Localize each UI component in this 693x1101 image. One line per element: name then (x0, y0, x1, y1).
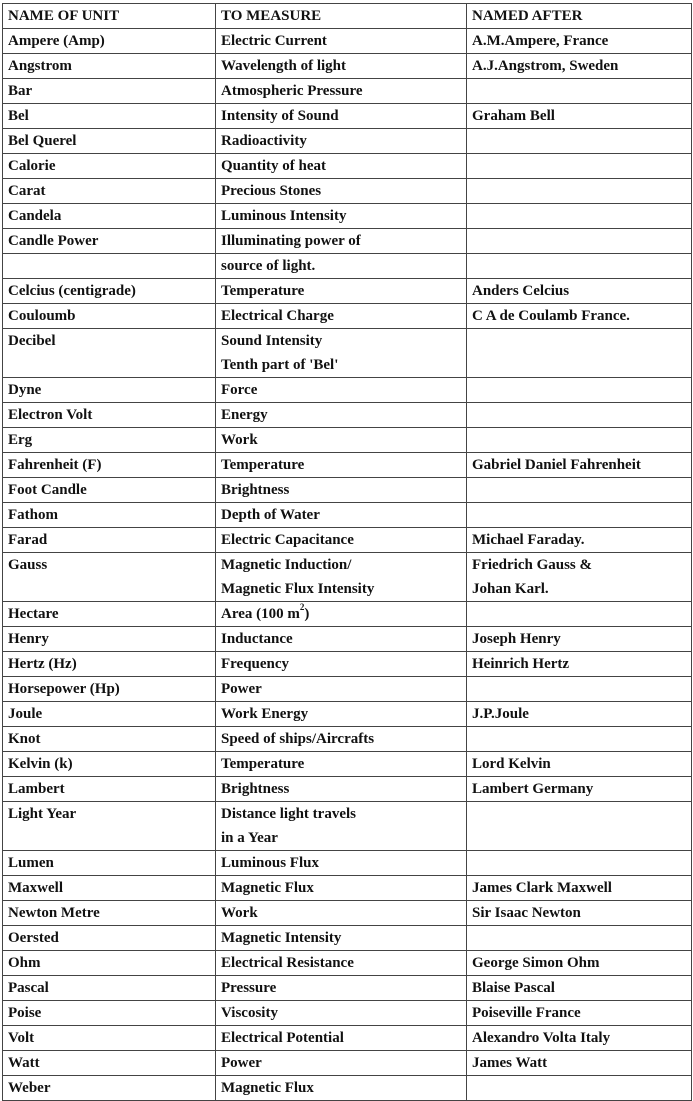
unit-name-cell: Angstrom (3, 54, 216, 79)
table-row (3, 403, 692, 428)
measure-cell (216, 627, 467, 652)
table-row (3, 478, 692, 503)
named-after-line: Blaise Pascal (472, 980, 555, 996)
measure-line (221, 602, 466, 626)
measure-line (221, 1026, 466, 1050)
measure-cell (216, 652, 467, 677)
measure-text: Power (221, 1055, 262, 1071)
unit-name-cell: Lambert (3, 777, 216, 802)
measure-line (221, 254, 466, 278)
named-after-cell (467, 329, 692, 378)
named-after-cell (467, 304, 692, 329)
measure-text: Distance light travels (221, 806, 356, 822)
named-after-line: Lambert Germany (472, 781, 594, 797)
named-after-line: Poiseville France (472, 1005, 581, 1021)
measure-cell (216, 553, 467, 602)
measure-line (221, 403, 466, 427)
measure-text: Brightness (221, 781, 290, 797)
table-row (3, 1026, 692, 1051)
measure-text: Electrical Potential (221, 1030, 344, 1046)
measure-cell (216, 378, 467, 403)
table-row (3, 1076, 692, 1101)
measure-text: Viscosity (221, 1005, 278, 1021)
named-after-cell (467, 54, 692, 79)
named-after-cell (467, 752, 692, 777)
table-row (3, 54, 692, 79)
named-after-line: Johan Karl. (472, 581, 549, 597)
measure-line (221, 104, 466, 128)
measure-text: Wavelength of light (221, 58, 347, 74)
measure-line (221, 378, 466, 402)
measure-text: Temperature (221, 283, 305, 299)
unit-name-cell: Volt (3, 1026, 216, 1051)
table-row (3, 179, 692, 204)
named-after-cell (467, 129, 692, 154)
named-after-cell (467, 104, 692, 129)
measure-text: Magnetic Flux (221, 1080, 314, 1096)
unit-name-cell: Fathom (3, 503, 216, 528)
measure-text: Electrical Charge (221, 308, 334, 324)
measure-text: Radioactivity (221, 133, 307, 149)
measure-line (221, 29, 466, 53)
named-after-cell (467, 229, 692, 254)
named-after-line: Anders Celcius (472, 283, 570, 299)
named-after-cell (467, 553, 692, 602)
units-table (2, 3, 692, 1101)
measure-cell (216, 478, 467, 503)
measure-text: Work Energy (221, 706, 309, 722)
named-after-line: Graham Bell (472, 108, 555, 124)
measure-cell (216, 528, 467, 553)
named-after-cell (467, 627, 692, 652)
table-row (3, 752, 692, 777)
named-after-cell (467, 79, 692, 104)
unit-name-cell: Carat (3, 179, 216, 204)
named-after-cell (467, 254, 692, 279)
table-row (3, 702, 692, 727)
superscript: 2 (299, 602, 305, 612)
measure-line (221, 453, 466, 477)
named-after-line: Michael Faraday. (472, 532, 585, 548)
measure-cell (216, 677, 467, 702)
table-row (3, 777, 692, 802)
table-row (3, 79, 692, 104)
table-row (3, 652, 692, 677)
measure-cell (216, 79, 467, 104)
unit-name-cell: Ohm (3, 951, 216, 976)
table-row (3, 727, 692, 752)
measure-suffix: ) (304, 606, 310, 622)
measure-text: Power (221, 681, 262, 697)
measure-text: source of light. (221, 258, 316, 274)
measure-line (221, 627, 466, 651)
measure-cell (216, 403, 467, 428)
measure-cell (216, 304, 467, 329)
measure-line (221, 901, 466, 925)
table-row (3, 129, 692, 154)
unit-name-cell: Lumen (3, 851, 216, 876)
table-row (3, 279, 692, 304)
measure-text: Luminous Intensity (221, 208, 347, 224)
unit-name-cell: Horsepower (Hp) (3, 677, 216, 702)
named-after-cell (467, 951, 692, 976)
unit-name-cell: Joule (3, 702, 216, 727)
measure-line (221, 154, 466, 178)
measure-text: Force (221, 382, 258, 398)
table-row (3, 254, 692, 279)
unit-name-cell: Light Year (3, 802, 216, 851)
measure-cell (216, 179, 467, 204)
table-row (3, 204, 692, 229)
measure-line (221, 329, 466, 353)
measure-line (221, 503, 466, 527)
unit-name-cell: Watt (3, 1051, 216, 1076)
measure-line (221, 553, 466, 577)
unit-name-cell: Erg (3, 428, 216, 453)
measure-cell (216, 254, 467, 279)
measure-line (221, 677, 466, 701)
named-after-cell (467, 154, 692, 179)
table-row (3, 553, 692, 602)
named-after-cell (467, 1076, 692, 1101)
measure-cell (216, 1001, 467, 1026)
named-after-cell (467, 1026, 692, 1051)
measure-line (221, 304, 466, 328)
table-row (3, 1001, 692, 1026)
named-after-line: C A de Coulamb France. (472, 308, 630, 324)
measure-line (221, 129, 466, 153)
named-after-line: J.P.Joule (472, 706, 529, 722)
measure-line (221, 727, 466, 751)
measure-text: Magnetic Induction/ (221, 557, 352, 573)
table-row (3, 528, 692, 553)
measure-cell (216, 154, 467, 179)
named-after-line: Lord Kelvin (472, 756, 551, 772)
unit-name-cell: Knot (3, 727, 216, 752)
unit-name-cell: Weber (3, 1076, 216, 1101)
measure-line (221, 279, 466, 303)
measure-line (221, 752, 466, 776)
unit-name-cell: Farad (3, 528, 216, 553)
named-after-cell (467, 652, 692, 677)
measure-line (221, 652, 466, 676)
unit-name-cell: Fahrenheit (F) (3, 453, 216, 478)
measure-text: Speed of ships/Aircrafts (221, 731, 375, 747)
header-named-after: NAMED AFTER (467, 4, 692, 29)
named-after-cell (467, 204, 692, 229)
table-row (3, 104, 692, 129)
table-row (3, 304, 692, 329)
unit-name-cell: Poise (3, 1001, 216, 1026)
named-after-line: James Watt (472, 1055, 548, 1071)
measure-line (221, 802, 466, 826)
header-row (3, 4, 692, 29)
table-row (3, 229, 692, 254)
measure-text: Work (221, 905, 258, 921)
unit-name-cell: Dyne (3, 378, 216, 403)
named-after-cell (467, 777, 692, 802)
named-after-cell (467, 702, 692, 727)
unit-name-cell: Couloumb (3, 304, 216, 329)
measure-cell (216, 129, 467, 154)
named-after-cell (467, 1001, 692, 1026)
measure-line (221, 179, 466, 203)
named-after-cell (467, 802, 692, 851)
measure-line (221, 926, 466, 950)
measure-text: Precious Stones (221, 183, 322, 199)
measure-line (221, 1076, 466, 1100)
measure-text: Sound Intensity (221, 333, 323, 349)
table-row (3, 976, 692, 1001)
named-after-cell (467, 29, 692, 54)
named-after-cell (467, 279, 692, 304)
measure-cell (216, 901, 467, 926)
table-row (3, 677, 692, 702)
measure-text: Tenth part of 'Bel' (221, 357, 339, 373)
named-after-line: James Clark Maxwell (472, 880, 612, 896)
measure-cell (216, 453, 467, 478)
measure-text: Electrical Resistance (221, 955, 354, 971)
measure-line (221, 353, 466, 377)
unit-name-cell: Henry (3, 627, 216, 652)
named-after-line: Heinrich Hertz (472, 656, 570, 672)
unit-name-cell: Foot Candle (3, 478, 216, 503)
measure-line (221, 229, 466, 253)
measure-cell (216, 777, 467, 802)
measure-cell (216, 951, 467, 976)
measure-cell (216, 851, 467, 876)
header-unit: NAME OF UNIT (3, 4, 216, 29)
measure-line (221, 577, 466, 601)
measure-text: Inductance (221, 631, 293, 647)
measure-text: Intensity of Sound (221, 108, 339, 124)
unit-name-cell: Bel (3, 104, 216, 129)
measure-text: Quantity of heat (221, 158, 326, 174)
measure-cell (216, 926, 467, 951)
measure-line (221, 702, 466, 726)
unit-name-cell: Pascal (3, 976, 216, 1001)
table-row (3, 851, 692, 876)
measure-text: Brightness (221, 482, 290, 498)
unit-name-cell: Bar (3, 79, 216, 104)
measure-line (221, 851, 466, 875)
measure-text: Magnetic Flux (221, 880, 314, 896)
named-after-line: Gabriel Daniel Fahrenheit (472, 457, 641, 473)
unit-name-cell: Gauss (3, 553, 216, 602)
table-row (3, 876, 692, 901)
table-row (3, 453, 692, 478)
named-after-cell (467, 403, 692, 428)
table-row (3, 627, 692, 652)
named-after-cell (467, 1051, 692, 1076)
measure-cell (216, 1026, 467, 1051)
table-row (3, 329, 692, 378)
measure-text: Magnetic Flux Intensity (221, 581, 375, 597)
named-after-line: Friedrich Gauss & (472, 557, 592, 573)
measure-text: Pressure (221, 980, 277, 996)
measure-cell (216, 1051, 467, 1076)
named-after-cell (467, 528, 692, 553)
measure-cell (216, 329, 467, 378)
measure-text: in a Year (221, 830, 278, 846)
measure-line (221, 826, 466, 850)
named-after-line: George Simon Ohm (472, 955, 600, 971)
named-after-cell (467, 602, 692, 627)
named-after-cell (467, 453, 692, 478)
measure-cell (216, 876, 467, 901)
measure-text: Electric Current (221, 33, 327, 49)
named-after-line: Alexandro Volta Italy (472, 1030, 611, 1046)
unit-name-cell: Candle Power (3, 229, 216, 254)
unit-name-cell: Celcius (centigrade) (3, 279, 216, 304)
table-row (3, 378, 692, 403)
named-after-cell (467, 876, 692, 901)
table-row (3, 503, 692, 528)
named-after-cell (467, 851, 692, 876)
measure-line (221, 951, 466, 975)
measure-cell (216, 976, 467, 1001)
named-after-cell (467, 976, 692, 1001)
measure-text: Energy (221, 407, 268, 423)
named-after-cell (467, 677, 692, 702)
header-measure: TO MEASURE (216, 4, 467, 29)
measure-cell (216, 1076, 467, 1101)
measure-text: Temperature (221, 457, 305, 473)
unit-name-cell: Ampere (Amp) (3, 29, 216, 54)
measure-line (221, 528, 466, 552)
unit-name-cell: Maxwell (3, 876, 216, 901)
unit-name-cell: Decibel (3, 329, 216, 378)
unit-name-cell (3, 254, 216, 279)
measure-text: Illuminating power of (221, 233, 361, 249)
unit-name-cell: Newton Metre (3, 901, 216, 926)
measure-text: Atmospheric Pressure (221, 83, 363, 99)
named-after-line: A.J.Angstrom, Sweden (472, 58, 619, 74)
table-row (3, 951, 692, 976)
table-row (3, 1051, 692, 1076)
measure-cell (216, 727, 467, 752)
named-after-cell (467, 503, 692, 528)
unit-name-cell: Electron Volt (3, 403, 216, 428)
measure-line (221, 777, 466, 801)
measure-cell (216, 279, 467, 304)
table-row (3, 602, 692, 627)
named-after-cell (467, 901, 692, 926)
named-after-line: A.M.Ampere, France (472, 33, 609, 49)
named-after-cell (467, 478, 692, 503)
measure-text: Work (221, 432, 258, 448)
table-row (3, 154, 692, 179)
measure-cell (216, 204, 467, 229)
measure-text: Area (100 m (221, 606, 300, 622)
table-row (3, 29, 692, 54)
measure-line (221, 79, 466, 103)
named-after-line: Sir Isaac Newton (472, 905, 581, 921)
measure-text: Depth of Water (221, 507, 320, 523)
measure-line (221, 204, 466, 228)
table-row (3, 802, 692, 851)
measure-line (221, 976, 466, 1000)
named-after-line: Joseph Henry (472, 631, 561, 647)
measure-line (221, 876, 466, 900)
measure-cell (216, 54, 467, 79)
measure-cell (216, 503, 467, 528)
measure-text: Magnetic Intensity (221, 930, 342, 946)
table-row (3, 428, 692, 453)
measure-cell (216, 29, 467, 54)
measure-line (221, 1001, 466, 1025)
measure-cell (216, 752, 467, 777)
unit-name-cell: Calorie (3, 154, 216, 179)
named-after-cell (467, 179, 692, 204)
unit-name-cell: Bel Querel (3, 129, 216, 154)
unit-name-cell: Candela (3, 204, 216, 229)
measure-line (221, 1051, 466, 1075)
measure-text: Luminous Flux (221, 855, 319, 871)
measure-cell (216, 802, 467, 851)
unit-name-cell: Hectare (3, 602, 216, 627)
measure-text: Electric Capacitance (221, 532, 354, 548)
table-row (3, 926, 692, 951)
measure-cell (216, 104, 467, 129)
measure-cell (216, 229, 467, 254)
unit-name-cell: Oersted (3, 926, 216, 951)
unit-name-cell: Kelvin (k) (3, 752, 216, 777)
measure-text: Frequency (221, 656, 290, 672)
named-after-cell (467, 428, 692, 453)
measure-line (221, 478, 466, 502)
measure-cell (216, 702, 467, 727)
measure-line (221, 428, 466, 452)
measure-cell (216, 428, 467, 453)
named-after-cell (467, 926, 692, 951)
table-body (3, 29, 692, 1101)
table-row (3, 901, 692, 926)
named-after-cell (467, 378, 692, 403)
named-after-cell (467, 727, 692, 752)
measure-text: Temperature (221, 756, 305, 772)
unit-name-cell: Hertz (Hz) (3, 652, 216, 677)
measure-line (221, 54, 466, 78)
measure-cell (216, 602, 467, 627)
